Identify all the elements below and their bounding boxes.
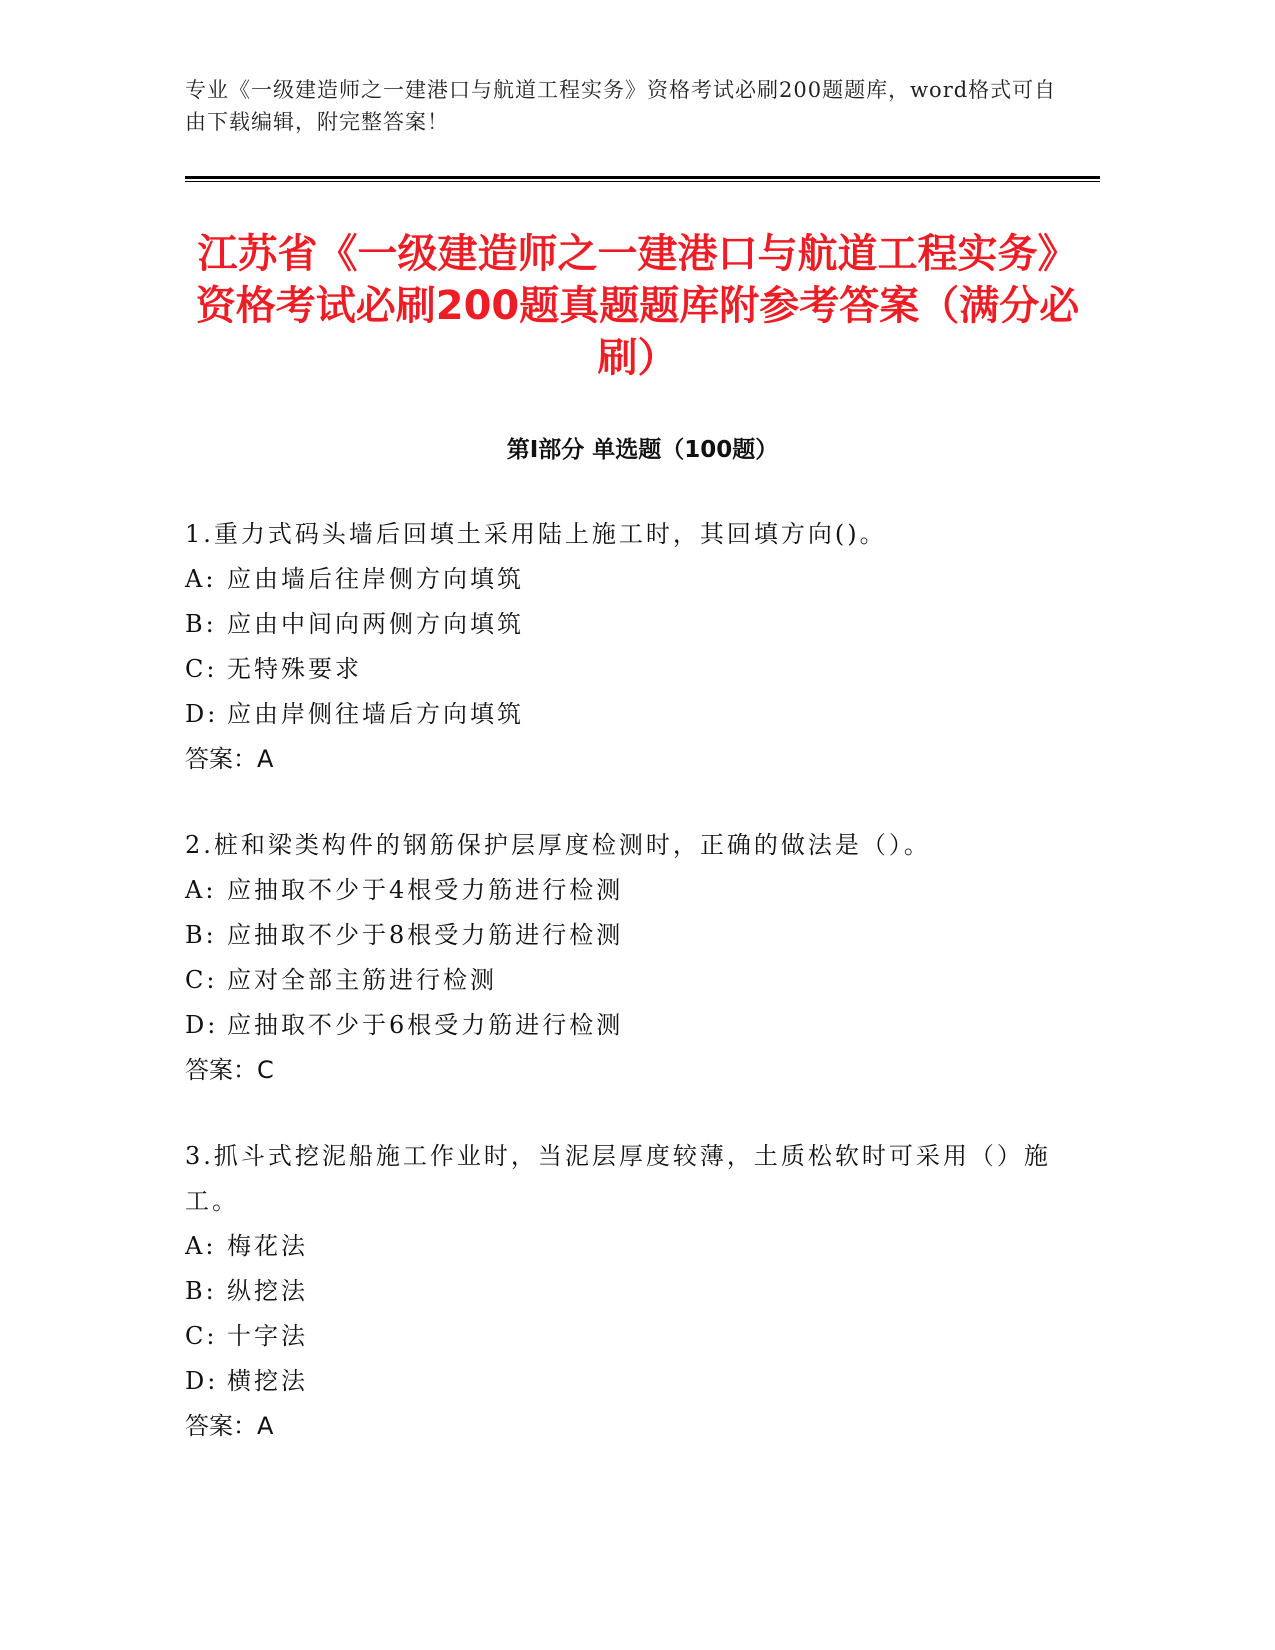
- option-key: A:: [185, 1232, 217, 1260]
- option-c: [185, 647, 1065, 692]
- option-text: 梅花法: [227, 1232, 308, 1260]
- option-d: [185, 1003, 1065, 1048]
- section-title: 第Ⅰ部分 单选题（100题）: [506, 437, 779, 463]
- option-key: A:: [185, 565, 217, 593]
- option-key: C:: [185, 1322, 218, 1350]
- answer: 答案：A: [185, 745, 274, 773]
- header-divider-thick: [185, 176, 1100, 179]
- option-text: 应抽取不少于8根受力筋进行检测: [227, 921, 624, 949]
- option-d: [185, 692, 1065, 737]
- option-b: [185, 602, 1065, 647]
- option-text: 应由岸侧往墙后方向填筑: [227, 700, 524, 728]
- question-3: [185, 1134, 1065, 1449]
- question-text: 1.重力式码头墙后回填土采用陆上施工时，其回填方向()。: [185, 520, 887, 548]
- option-text: 应抽取不少于6根受力筋进行检测: [227, 1011, 624, 1039]
- option-text: 纵挖法: [227, 1277, 308, 1305]
- option-c: [185, 1314, 1065, 1359]
- option-key: D:: [185, 1011, 219, 1039]
- option-a: [185, 868, 1065, 913]
- option-key: C:: [185, 655, 218, 683]
- option-key: D:: [185, 700, 219, 728]
- option-text: 应对全部主筋进行检测: [227, 966, 497, 994]
- option-text: 无特殊要求: [227, 655, 362, 683]
- option-d: [185, 1359, 1065, 1404]
- document-title: 江苏省《一级建造师之一建港口与航道工程实务》资格考试必刷200题真题题库附参考答案（满分必刷）: [195, 231, 1080, 381]
- option-key: B:: [185, 1277, 217, 1305]
- option-key: C:: [185, 966, 218, 994]
- header-note: 专业《一级建造师之一建港口与航道工程实务》资格考试必刷200题题库，word格式可自由下载编辑，附完整答案！: [185, 78, 1057, 134]
- question-1: [185, 512, 1065, 782]
- option-key: D:: [185, 1367, 219, 1395]
- question-list: [185, 512, 1065, 1490]
- option-key: B:: [185, 921, 217, 949]
- option-a: [185, 557, 1065, 602]
- option-b: [185, 913, 1065, 958]
- option-text: 应抽取不少于4根受力筋进行检测: [227, 876, 624, 904]
- question-text: 2.桩和梁类构件的钢筋保护层厚度检测时，正确的做法是（）。: [185, 831, 931, 859]
- option-a: [185, 1224, 1065, 1269]
- option-text: 应由墙后往岸侧方向填筑: [227, 565, 524, 593]
- option-text: 横挖法: [227, 1367, 308, 1395]
- option-c: [185, 958, 1065, 1003]
- option-key: B:: [185, 610, 217, 638]
- option-key: A:: [185, 876, 217, 904]
- option-b: [185, 1269, 1065, 1314]
- option-text: 应由中间向两侧方向填筑: [227, 610, 524, 638]
- answer: 答案：A: [185, 1412, 274, 1440]
- option-text: 十字法: [227, 1322, 308, 1350]
- answer: 答案：C: [185, 1056, 274, 1084]
- question-text: 3.抓斗式挖泥船施工作业时，当泥层厚度较薄，土质松软时可采用（）施工。: [185, 1142, 1051, 1215]
- question-2: [185, 823, 1065, 1093]
- header-divider-thin: [185, 181, 1100, 182]
